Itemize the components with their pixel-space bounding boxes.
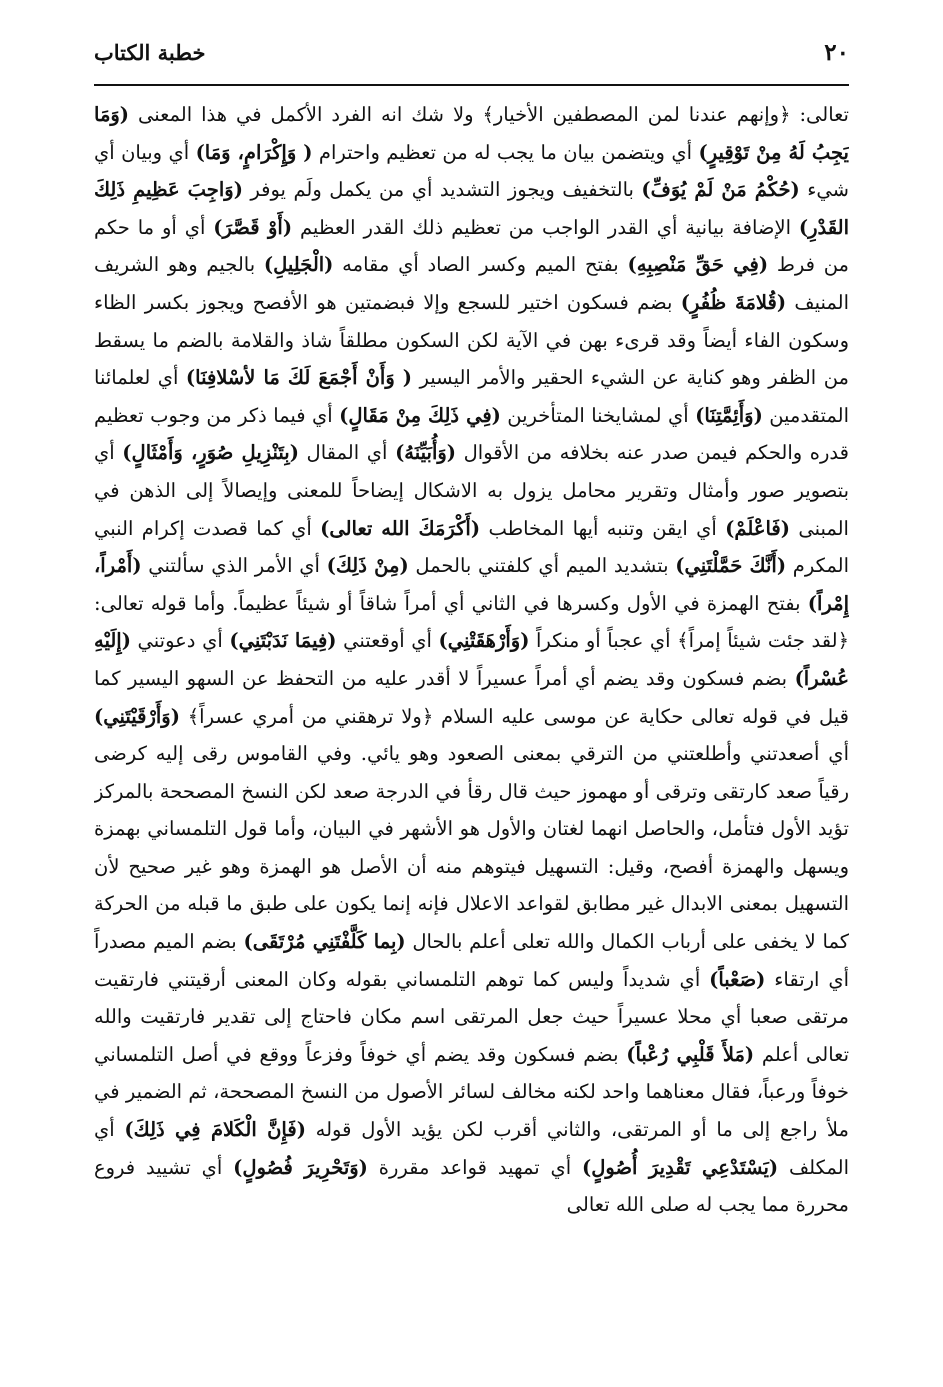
highlighted-phrase: (فَإِنَّ الْكَلامَ فِي ذَلِكَ) [124, 1118, 306, 1142]
page-number: ٢٠ [824, 38, 849, 66]
highlighted-phrase: (وَاجِبَ عَظِيمِ ذَلِكَ القَدْرِ) [94, 178, 849, 239]
text-run: بفتح الميم وكسر الصاد أي مقامه [333, 253, 628, 277]
text-run: أي أوقعتني [336, 629, 439, 653]
text-run: بتشديد الميم أي كلفتني بالحمل [408, 554, 676, 578]
text-run: الإضافة بيانية أي القدر الواجب من تعظيم ذلك القدر العظيم [292, 215, 799, 239]
highlighted-phrase: (بِما كَلَّفْتَنِي مُرْتَقَى) [243, 930, 406, 954]
highlighted-phrase: (فَاعْلَمْ) [725, 516, 790, 540]
running-head [94, 30, 849, 74]
text-run: أي دعوتني [130, 629, 230, 653]
highlighted-phrase: (وَتَحْرِيرَ فُصُولٍ) [233, 1155, 368, 1179]
highlighted-phrase: (بِتَنْزِيلِ صُوَرٍ، وَأَمْثَالٍ) [122, 441, 299, 465]
highlighted-phrase: (فِيمَا نَدَبْتَنِي) [229, 629, 337, 653]
text-run: بضم الميم مصدراً أي ارتقاء [94, 930, 849, 991]
highlighted-phrase: (حُكْمُ مَنْ لَمْ يُوَفِّ) [641, 178, 800, 202]
highlighted-phrase: (أَكْرَمَكَ الله تعالى) [320, 516, 481, 540]
text-run: بالجيم وهو الشريف المنيف [94, 253, 849, 314]
text-run: بضم فسكون اختير للسجع وإلا فبضمتين هو الأفصح ويجوز بكسر الظاء وسكون الفاء أيضاً وقد قرىء بهن في الآية لكن السكون مطلقاً شاذ والقلامة بالضم ما يسقط من الظفر وهو كناية عن الشيء الحقير والأمر اليسير [94, 290, 849, 390]
highlighted-phrase: (وَمَا يَجِبُ لَهُ مِنْ تَوْقِيرٍ) [94, 103, 849, 164]
text-run: أي ايقن وتنبه أيها المخاطب [480, 516, 726, 540]
highlighted-phrase: (أَمْراً، إِمْراً) [94, 554, 849, 615]
header-divider [94, 84, 849, 86]
text-run: أي لمشايخنا المتأخرين [500, 403, 696, 427]
text-run: أي شديداً وليس كما توهم التلمساني بقوله وكان المعنى أرقيتني فارتقيت مرتقى صعبا أي محلا عسيراً حيث جعل المرتقى اسم مكان فاحتاج إلى تقدير فارتقيت والله تعالى أعلم [94, 967, 849, 1066]
highlighted-phrase: (قُلامَةَ ظُفُرٍ) [680, 290, 787, 314]
highlighted-phrase: (وَأَرْهَقَتْنِي) [438, 629, 530, 653]
text-run: تعالى: ﴿وإنهم عندنا لمن المصطفين الأخيار﴾ ولا شك انه الفرد الأكمل في هذا المعنى [129, 103, 849, 126]
highlighted-phrase: ( وَأَنْ أَجْمَعَ لَكَ مَا لأسْلافِنَا) [185, 366, 413, 390]
text-run: بضم فسكون وقد يضم أي خوفاً وفزعاً ووقع في أصل التلمساني خوفاً ورعباً، فقال معناهما واحد لكنه مخالف لسائر الأصول من النسخ المصححة، ثم الضمير في ملأ راجع إلى ما أو المرتقى، والثاني أقرب لكن يؤيد الأول قوله [94, 1042, 849, 1142]
text-run: أي بتصوير صور وأمثال وتقرير محامل يزول به الاشكال إيضاحاً للمعنى وإيصالاً إلى الذهن في المبنى [94, 441, 849, 540]
text-run: أي أو ما حكم من فرط [94, 215, 849, 277]
body-text [94, 96, 849, 1366]
text-run: أي أصعدتني وأطلعتني من الترقي بمعنى الصعود وهو يائي. وفي القاموس رقى إليه كرضى رقياً صعد كارتقى وترقى أو مهموز حيث قال رقأ في الدرجة صعد لكن النسخ المصححة بالمركز تؤيد الأول فتأمل، والحاصل انهما لغتان والأول هو الأشهر في البيان، وأما قول التلمساني بهمزة ويسهل والهمزة أفصح، وقيل: التسهيل فيتوهم منه أن الأصل هو الهمزة وهو غير صحيح لأن التسهيل بمعنى الابدال غير مطابق لقواعد الاعلال فإنه إنما يكون على طبق ما قبله من الحركة كما لا يخفى على أرباب الكمال والله تعلى أعلم بالحال [94, 742, 849, 954]
highlighted-phrase: (صَعْباً) [709, 967, 766, 991]
highlighted-phrase: ( وَإِكْرَامٍ، وَمَا) [195, 140, 313, 164]
text-run: أي ويتضمن بيان ما يجب له من تعظيم واحترام [312, 140, 699, 164]
text-run: أي تمهيد قواعد مقررة [367, 1155, 583, 1179]
text-run: أي كما قصدت إكرام النبي المكرم [94, 516, 849, 578]
highlighted-phrase: (مَلأَ قَلْبِي رُعْباً) [626, 1042, 755, 1066]
highlighted-phrase: (الْجَلِيلِ) [263, 253, 334, 277]
highlighted-phrase: (مِنْ ذَلِكَ) [326, 554, 409, 578]
text-run: أي المكلف [94, 1118, 849, 1179]
text-run: بضم فسكون وقد يضم أي أمراً عسيراً لا أقدر عليه من التحفظ عن السهو اليسير كما قيل في قوله تعالى حكاية عن موسى عليه السلام ﴿ولا ترهقني من أمري عسراً﴾ [94, 666, 849, 728]
text-run: بالتخفيف ويجوز التشديد أي من يكمل ولَم يوفر [242, 178, 642, 202]
body-paragraph [94, 96, 849, 1224]
highlighted-phrase: (يَسْتَدْعِي تَقْدِيرَ أُصُولٍ) [582, 1155, 779, 1179]
highlighted-phrase: (وَأَرْقَيْتَنِي) [94, 704, 180, 728]
text-run: بفتح الهمزة في الأول وكسرها في الثاني أي أمراً شاقاً أو شيئاً عظيماً. وأما قوله تعالى: ﴿لقد جئت شيئاً إمراً﴾ أي عجباً أو منكراً [94, 591, 849, 653]
highlighted-phrase: (فِي حَقِّ مَنْصِبِهِ) [627, 253, 769, 277]
text-run: أي تشييد فروع محررة مما يجب له صلى الله تعالى [94, 1155, 849, 1217]
highlighted-phrase: (وَأُبَيِّنَهُ) [395, 441, 457, 465]
text-run: أي المقال [298, 441, 396, 465]
running-title: خطبة الكتاب [94, 39, 206, 65]
text-run: أي فيما ذكر من وجوب تعظيم قدره والحكم فيمن صدر عنه بخلافه من الأقوال [94, 403, 849, 465]
text-run: أي الأمر الذي سألتني [141, 554, 327, 578]
highlighted-phrase: (إِلَيْهِ عُسْراً) [94, 629, 849, 690]
highlighted-phrase: (أَوْ قَصَّرَ) [213, 215, 293, 239]
text-run: أي وبيان أي شيء [94, 140, 849, 202]
highlighted-phrase: (وَأَئِمَّتِنَا) [695, 403, 763, 427]
text-run: أي لعلمائنا المتقدمين [94, 366, 849, 427]
highlighted-phrase: (أَنَّكَ حَمَّلْتَنِي) [675, 554, 787, 578]
highlighted-phrase: (فِي ذَلِكَ مِنْ مَقَالٍ) [339, 403, 501, 427]
